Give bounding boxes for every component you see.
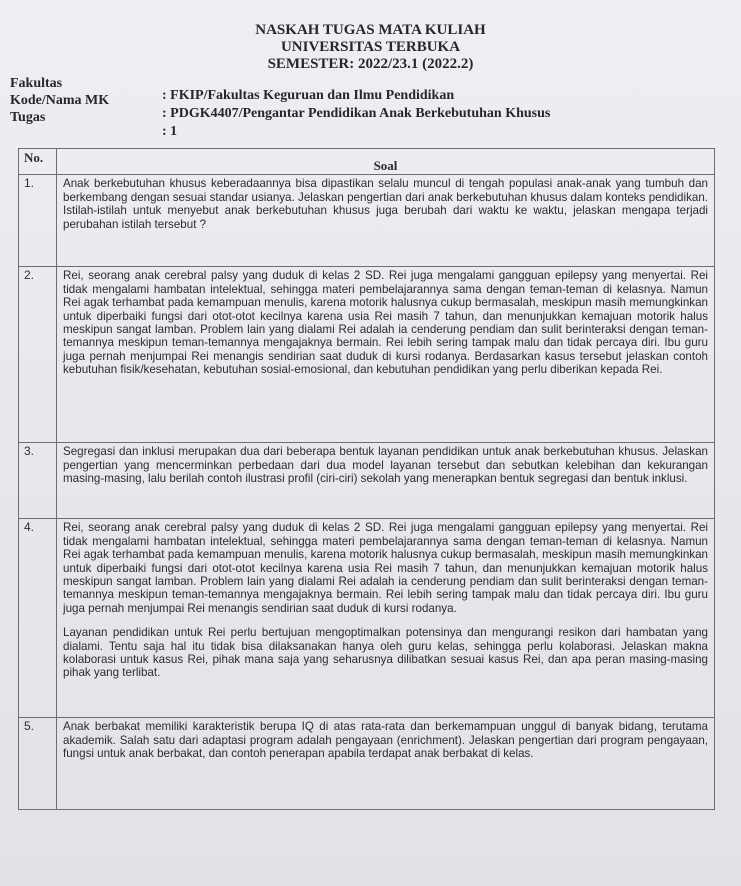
fakultas-label: Fakultas xyxy=(10,76,63,91)
question-paragraph: Segregasi dan inklusi merupakan dua dari beberapa bentuk layanan pendidikan untuk anak berkebutuhan khusus. Jelaskan pengertian yang mencerminkan perbedaan dari dua model layanan tersebut dan sebutkan kelebihan dan kekurangan masing-masing, lalu berilah contoh ilustrasi profil (ciri-ciri) sekolah yang menerapkan bentuk segregasi dan bentuk inklusi. xyxy=(63,445,708,486)
question-paragraph: Anak berbakat memiliki karakteristik berupa IQ di atas rata-rata dan berkemampuan unggul di banyak bidang, terutama akademik. Salah satu dari adaptasi program adalah pengayaan (enrichment). Jelaskan pengertian dari program pengayaan, fungsi untuk anak berbakat, dan contoh penerapan apabila terdapat anak berbakat di kelas. xyxy=(63,720,708,761)
kode-value: : PDGK4407/Pengantar Pendidikan Anak Berkebutuhan Khusus xyxy=(162,106,551,121)
header-semester: SEMESTER: 2022/23.1 (2022.2) xyxy=(267,56,474,72)
question-number: 2. xyxy=(19,267,57,443)
question-text xyxy=(57,519,715,718)
column-header-soal: Soal xyxy=(57,149,715,175)
kode-label: Kode/Nama MK xyxy=(10,93,110,108)
table-row xyxy=(19,519,715,718)
table-row xyxy=(19,267,715,443)
question-paragraph: Rei, seorang anak cerebral palsy yang duduk di kelas 2 SD. Rei juga mengalami gangguan epilepsy yang menyertai. Rei tidak mengalami hambatan intelektual, sehingga materi pembelajarannya sama dengan teman-teman di kelasnya. Namun Rei agak terhambat pada kemampuan menulis, karena motorik halusnya cukup bermasalah, meskipun masih memungkinkan untuk diperbaiki fungsi dari otot-otot kecilnya karena usia Rei masih 7 tahun, dan menunjukkan kemajuan motorik halus meskipun sangat lamban. Problem lain yang dialami Rei adalah ia cenderung pendiam dan sulit berinteraksi dengan teman-temannya meskipun teman-temannya mengajaknya bermain. Rei lebih sering tampak malu dan tidak percaya diri. Ibu guru juga pernah menjumpai Rei menangis sendirian saat duduk di kursi rodanya. xyxy=(63,521,708,615)
tugas-value: : 1 xyxy=(162,124,178,139)
questions-table xyxy=(18,148,715,810)
question-number: 3. xyxy=(19,443,57,519)
question-text xyxy=(57,175,715,267)
question-number: 1. xyxy=(19,175,57,267)
table-row xyxy=(19,175,715,267)
table-row xyxy=(19,443,715,519)
question-number: 4. xyxy=(19,519,57,718)
header-university: UNIVERSITAS TERBUKA xyxy=(280,39,461,55)
question-text xyxy=(57,718,715,810)
fakultas-value: : FKIP/Fakultas Keguruan dan Ilmu Pendidikan xyxy=(162,88,455,103)
question-number: 5. xyxy=(19,718,57,810)
question-text xyxy=(57,443,715,519)
question-text xyxy=(57,267,715,443)
question-paragraph: Layanan pendidikan untuk Rei perlu bertujuan mengoptimalkan potensinya dan mengurangi resikon dari hambatan yang dialami. Tentu saja hal itu tidak bisa dilaksanakan hanya oleh guru kelas, sehingga perlu kolaborasi. Jelaskan makna kolaborasi untuk kasus Rei, pihak mana saja yang seharusnya dilibatkan sesuai kasus Rei, dan apa peran masing-masing pihak yang terlibat. xyxy=(63,626,708,680)
question-paragraph: Anak berkebutuhan khusus keberadaannya bisa dipastikan selalu muncul di tengah populasi anak-anak yang tumbuh dan berkembang dengan sesuai standar usianya. Jelaskan pengertian dari anak berkebutuhan khusus dalam konteks pendidikan. Istilah-istilah untuk menyebut anak berkebutuhan khusus juga berubah dari waktu ke waktu, jelaskan mengapa terjadi perubahan istilah tersebut ? xyxy=(63,177,708,231)
header-title: NASKAH TUGAS MATA KULIAH xyxy=(255,22,486,38)
column-header-no: No. xyxy=(19,149,57,175)
table-row xyxy=(19,718,715,810)
question-paragraph: Rei, seorang anak cerebral palsy yang duduk di kelas 2 SD. Rei juga mengalami gangguan epilepsy yang menyertai. Rei tidak mengalami hambatan intelektual, sehingga materi pembelajarannya sama dengan teman-teman di kelasnya. Namun Rei agak terhambat pada kemampuan menulis, karena motorik halusnya cukup bermasalah, meskipun masih memungkinkan untuk diperbaiki fungsi dari otot-otot kecilnya karena usia Rei masih 7 tahun, dan menunjukkan kemajuan motorik halus meskipun sangat lamban. Problem lain yang dialami Rei adalah ia cenderung pendiam dan sulit berinteraksi dengan teman-temannya meskipun teman-temannya mengajaknya bermain. Rei lebih sering tampak malu dan tidak percaya diri. Ibu guru juga pernah menjumpai Rei menangis sendirian saat duduk di kursi rodanya. Berdasarkan kasus tersebut jelaskan contoh kebutuhan fisik/kesehatan, kebutuhan sosial-emosional, dan kebutuhan pendidikan yang perlu diberikan kepada Rei. xyxy=(63,269,708,377)
document-header xyxy=(0,22,741,73)
tugas-label: Tugas xyxy=(10,110,46,125)
